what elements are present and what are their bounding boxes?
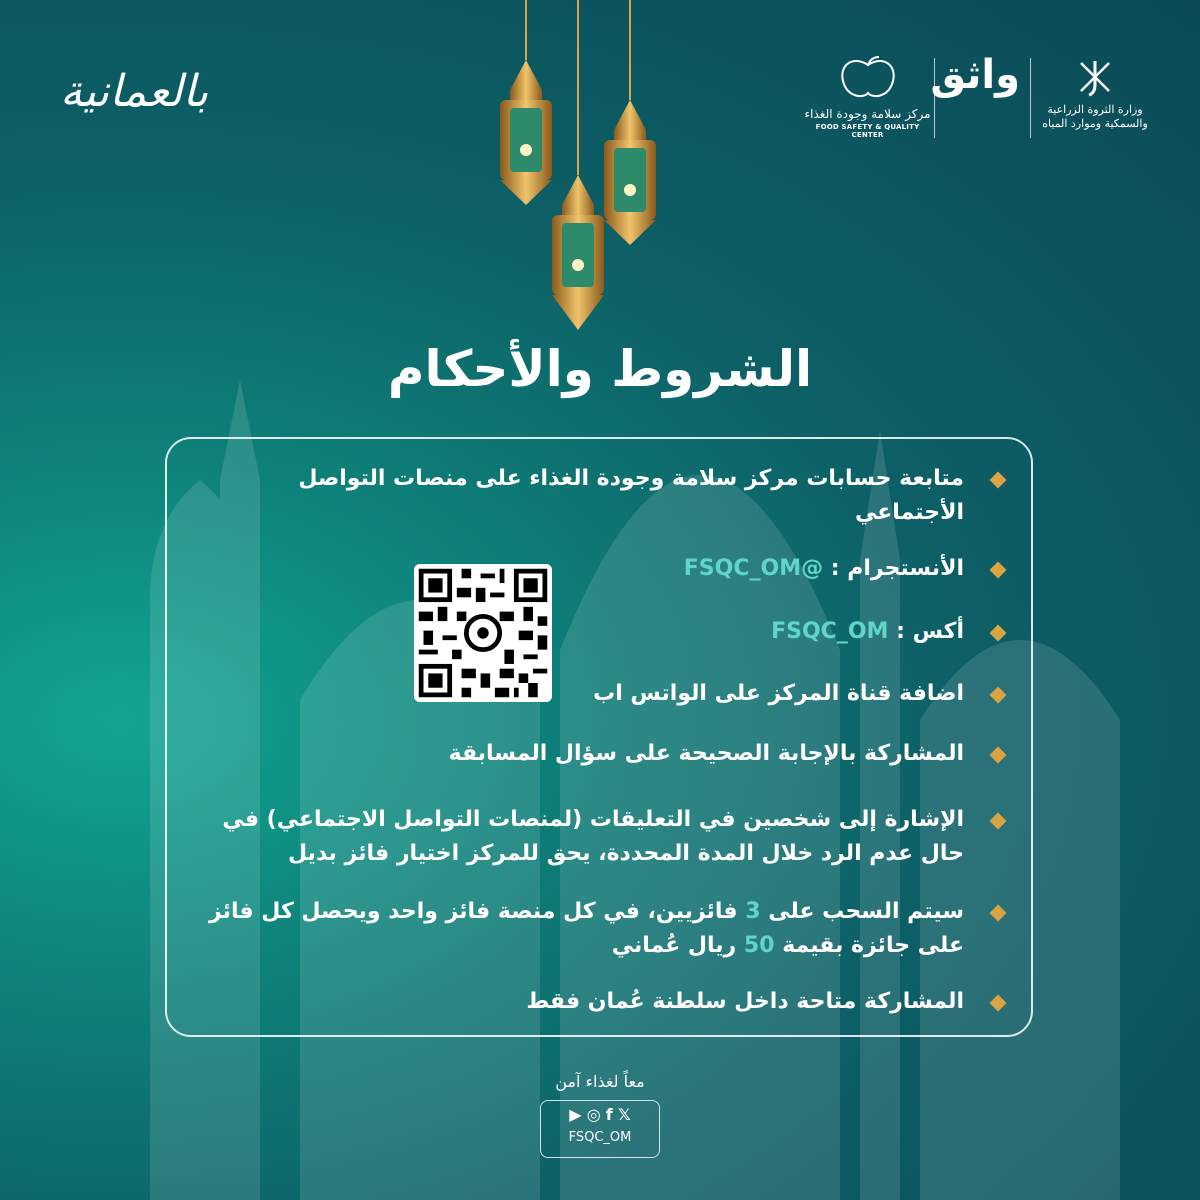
page-title: الشروط والأحكام	[387, 340, 813, 398]
social-badge	[540, 1100, 660, 1158]
list-item: أكس : FSQC_OM	[771, 615, 964, 649]
khanjar-emblem-icon	[1073, 55, 1117, 99]
prize-amount: 50	[743, 933, 775, 958]
instagram-handle: FSQC_OM@	[683, 556, 824, 581]
list-item: المشاركة متاحة داخل سلطنة عُمان فقط	[526, 985, 964, 1019]
winners-count: 3	[745, 899, 761, 924]
facebook-icon[interactable]: f	[605, 1105, 613, 1124]
footer-tagline: معاً لغذاء آمن	[555, 1072, 645, 1091]
list-item: اضافة قناة المركز على الواتس اب	[593, 677, 964, 711]
apple-emblem-icon	[833, 55, 903, 101]
x-icon[interactable]: 𝕏	[617, 1105, 631, 1124]
list-item: الإشارة إلى شخصين في التعليقات (لمنصات التواصل الاجتماعي) في حال عدم الرد خلال المدة المحددة، يحق للمركز اختيار فائز بديل	[204, 803, 964, 871]
ramadan-lanterns-icon	[470, 0, 690, 340]
wathiq-logo: واثق	[930, 52, 1020, 98]
youtube-icon[interactable]: ▶	[569, 1105, 582, 1124]
list-item: المشاركة بالإجابة الصحيحة على سؤال المسابقة	[449, 737, 964, 771]
qr-code	[414, 564, 552, 702]
ministry-name-2: والسمكية وموارد المياه	[1042, 117, 1148, 130]
x-handle: FSQC_OM	[771, 619, 889, 644]
fsqc-logo	[800, 55, 935, 139]
ministry-name-1: وزارة الثروة الزراعية	[1047, 103, 1143, 116]
fsqc-name-en: FOOD SAFETY & QUALITY CENTER	[815, 123, 920, 139]
brand-logo-left: بالعمانية	[60, 66, 209, 117]
fsqc-name-ar: مركز سلامة وجودة الغذاء	[804, 107, 931, 121]
header-divider	[1030, 58, 1031, 138]
list-item: الأنستجرام : FSQC_OM@	[684, 552, 964, 586]
list-item: متابعة حسابات مركز سلامة وجودة الغذاء على منصات التواصل الأجتماعي	[224, 462, 964, 530]
social-handle: FSQC_OM	[568, 1130, 632, 1145]
ministry-logo	[1040, 55, 1150, 131]
list-item: سيتم السحب على 3 فائزيين، في كل منصة فائز واحد ويحصل كل فائز على جائزة بقيمة 50 ريال عُماني	[204, 895, 964, 963]
instagram-icon[interactable]: ◎	[586, 1105, 601, 1124]
